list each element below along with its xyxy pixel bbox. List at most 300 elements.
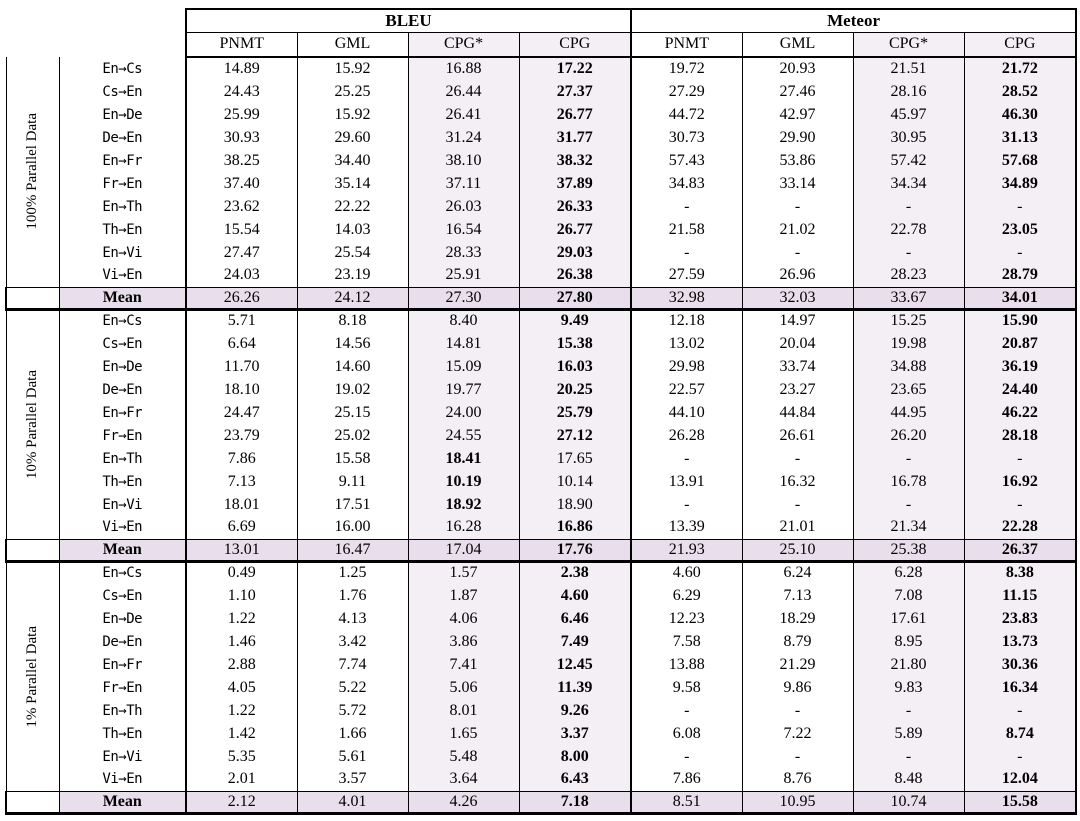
score-cell: 2.38 [519,561,631,584]
score-cell: 7.13 [186,470,297,493]
score-cell: 6.29 [631,584,742,607]
score-cell: 46.22 [964,401,1076,424]
table-row [6,264,1076,287]
score-cell: 10.74 [853,791,964,813]
score-cell: 24.03 [186,264,297,287]
score-cell: 25.54 [297,241,408,264]
score-cell: 32.03 [742,287,853,309]
pair-label: En→Fr [59,401,186,424]
table-row [6,355,1076,378]
pair-label: En→Vi [59,493,186,516]
score-cell: 7.58 [631,630,742,653]
score-cell: 14.81 [408,332,519,355]
score-cell: 1.57 [408,561,519,584]
score-cell: 27.30 [408,287,519,309]
score-cell: 29.90 [742,126,853,149]
table-row [6,745,1076,768]
score-cell: 34.34 [853,172,964,195]
score-cell: 13.02 [631,332,742,355]
mean-label: Mean [59,791,186,813]
table-row [6,607,1076,630]
score-cell: 6.08 [631,722,742,745]
score-cell: 28.18 [964,424,1076,447]
score-cell: 8.38 [964,561,1076,584]
score-cell: 28.79 [964,264,1076,287]
score-cell: 30.95 [853,126,964,149]
score-cell: 13.73 [964,630,1076,653]
score-cell: 26.38 [519,264,631,287]
table-row [6,218,1076,241]
score-cell: 11.15 [964,584,1076,607]
pair-label: Th→En [59,470,186,493]
score-cell: 33.67 [853,287,964,309]
score-cell: 7.86 [631,768,742,791]
metric-group-bleu: BLEU [186,9,631,32]
results-table [5,8,1077,815]
score-cell: 22.57 [631,378,742,401]
score-cell: 37.89 [519,172,631,195]
pair-label: En→De [59,103,186,126]
score-cell: 5.06 [408,676,519,699]
score-cell: 13.88 [631,653,742,676]
mean-label: Mean [59,287,186,309]
score-cell: 1.46 [186,630,297,653]
score-cell: - [853,241,964,264]
score-cell: - [964,493,1076,516]
score-cell: 1.87 [408,584,519,607]
score-cell: 11.39 [519,676,631,699]
score-cell: 12.45 [519,653,631,676]
score-cell: 29.60 [297,126,408,149]
score-cell: 1.22 [186,607,297,630]
score-cell: 17.22 [519,57,631,80]
score-cell: 19.72 [631,57,742,80]
score-cell: 16.32 [742,470,853,493]
score-cell: 1.22 [186,699,297,722]
score-cell: 8.79 [742,630,853,653]
score-cell: - [853,699,964,722]
pair-label: En→Th [59,699,186,722]
score-cell: 14.97 [742,309,853,332]
score-cell: 26.61 [742,424,853,447]
score-cell: 20.87 [964,332,1076,355]
score-cell: 7.22 [742,722,853,745]
table-row [6,516,1076,539]
score-cell: 29.03 [519,241,631,264]
table-row [6,378,1076,401]
score-cell: 6.24 [742,561,853,584]
score-cell: - [964,241,1076,264]
score-cell: - [631,745,742,768]
score-cell: 9.86 [742,676,853,699]
score-cell: 4.05 [186,676,297,699]
score-cell: 7.49 [519,630,631,653]
score-cell: 44.10 [631,401,742,424]
score-cell: 8.76 [742,768,853,791]
score-cell: - [853,493,964,516]
method-header-pnmt-meteor: PNMT [631,32,742,57]
score-cell: 38.25 [186,149,297,172]
score-cell: 7.74 [297,653,408,676]
score-cell: 23.05 [964,218,1076,241]
score-cell: 4.26 [408,791,519,813]
score-cell: 17.51 [297,493,408,516]
score-cell: 38.10 [408,149,519,172]
score-cell: 15.58 [297,447,408,470]
method-header-gml-bleu: GML [297,32,408,57]
method-header-pnmt-bleu: PNMT [186,32,297,57]
score-cell: 8.00 [519,745,631,768]
score-cell: 30.93 [186,126,297,149]
pair-label: De→En [59,630,186,653]
score-cell: 17.04 [408,539,519,561]
pair-label: Cs→En [59,80,186,103]
score-cell: 22.28 [964,516,1076,539]
score-cell: 6.28 [853,561,964,584]
table-row [6,584,1076,607]
score-cell: 26.77 [519,218,631,241]
score-cell: - [742,195,853,218]
table-row [6,195,1076,218]
score-cell: - [631,493,742,516]
score-cell: 16.28 [408,516,519,539]
score-cell: 5.71 [186,309,297,332]
score-cell: 9.58 [631,676,742,699]
pair-label: En→Th [59,195,186,218]
score-cell: 5.22 [297,676,408,699]
score-cell: - [631,195,742,218]
score-cell: 18.29 [742,607,853,630]
score-cell: 13.01 [186,539,297,561]
table-row [6,103,1076,126]
score-cell: 18.90 [519,493,631,516]
score-cell: 28.52 [964,80,1076,103]
table-row [6,470,1076,493]
mean-row [6,287,1076,309]
pair-label: Th→En [59,722,186,745]
score-cell: 15.90 [964,309,1076,332]
score-cell: 18.01 [186,493,297,516]
score-cell: 21.93 [631,539,742,561]
score-cell: 8.51 [631,791,742,813]
mean-row-spacer [6,539,59,561]
score-cell: 28.16 [853,80,964,103]
mean-row-spacer [6,791,59,813]
score-cell: 21.80 [853,653,964,676]
score-cell: 20.04 [742,332,853,355]
score-cell: 8.01 [408,699,519,722]
row-group-label [6,309,59,539]
score-cell: 17.65 [519,447,631,470]
score-cell: 21.51 [853,57,964,80]
score-cell: 23.27 [742,378,853,401]
score-cell: 15.38 [519,332,631,355]
score-cell: 25.38 [853,539,964,561]
row-group-label [6,561,59,791]
score-cell: 16.47 [297,539,408,561]
score-cell: 16.88 [408,57,519,80]
table-row [6,57,1076,80]
score-cell: 16.78 [853,470,964,493]
score-cell: 25.10 [742,539,853,561]
score-cell: 31.24 [408,126,519,149]
table-row [6,653,1076,676]
score-cell: 25.02 [297,424,408,447]
score-cell: 24.43 [186,80,297,103]
score-cell: 20.25 [519,378,631,401]
table-row [6,699,1076,722]
score-cell: - [742,241,853,264]
score-cell: 27.12 [519,424,631,447]
score-cell: - [853,745,964,768]
method-header-cpgstar-meteor: CPG* [853,32,964,57]
score-cell: 1.25 [297,561,408,584]
score-cell: 28.23 [853,264,964,287]
score-cell: 44.95 [853,401,964,424]
score-cell: 7.18 [519,791,631,813]
score-cell: 5.48 [408,745,519,768]
score-cell: 2.12 [186,791,297,813]
score-cell: 31.13 [964,126,1076,149]
pair-label: En→Fr [59,653,186,676]
score-cell: 9.26 [519,699,631,722]
score-cell: 14.89 [186,57,297,80]
score-cell: - [631,447,742,470]
score-cell: 25.99 [186,103,297,126]
score-cell: 18.92 [408,493,519,516]
score-cell: 3.37 [519,722,631,745]
score-cell: 4.01 [297,791,408,813]
score-cell: 25.91 [408,264,519,287]
score-cell: 23.83 [964,607,1076,630]
pair-label: En→Fr [59,149,186,172]
score-cell: 1.10 [186,584,297,607]
score-cell: 23.62 [186,195,297,218]
score-cell: 15.58 [964,791,1076,813]
score-cell: 26.96 [742,264,853,287]
score-cell: 18.41 [408,447,519,470]
pair-label: En→Cs [59,309,186,332]
row-group-label-text: 100% Parallel Data [23,113,40,231]
score-cell: 30.36 [964,653,1076,676]
score-cell: 6.69 [186,516,297,539]
table-row [6,401,1076,424]
score-cell: 34.89 [964,172,1076,195]
score-cell: 10.95 [742,791,853,813]
score-cell: 25.25 [297,80,408,103]
score-cell: 10.14 [519,470,631,493]
metric-group-row [6,9,1076,32]
mean-row [6,539,1076,561]
score-cell: 37.40 [186,172,297,195]
method-header-cpgstar-bleu: CPG* [408,32,519,57]
score-cell: - [742,745,853,768]
pair-label: En→Cs [59,561,186,584]
table-row [6,493,1076,516]
method-header-cpg-bleu: CPG [519,32,631,57]
mean-row-spacer [6,287,59,309]
score-cell: 35.14 [297,172,408,195]
score-cell: 20.93 [742,57,853,80]
score-cell: - [742,699,853,722]
score-cell: 12.23 [631,607,742,630]
score-cell: 5.72 [297,699,408,722]
score-cell: 23.19 [297,264,408,287]
score-cell: 3.57 [297,768,408,791]
score-cell: 16.00 [297,516,408,539]
score-cell: 8.74 [964,722,1076,745]
score-cell: 4.60 [631,561,742,584]
table-row [6,126,1076,149]
score-cell: 53.86 [742,149,853,172]
score-cell: 12.18 [631,309,742,332]
score-cell: 8.48 [853,768,964,791]
row-group-label-text: 1% Parallel Data [23,625,40,728]
score-cell: 15.92 [297,57,408,80]
score-cell: 14.56 [297,332,408,355]
score-cell: 24.47 [186,401,297,424]
score-cell: 9.83 [853,676,964,699]
pair-label: En→De [59,355,186,378]
score-cell: 4.13 [297,607,408,630]
table-row [6,676,1076,699]
method-header-cpg-meteor: CPG [964,32,1076,57]
score-cell: 11.70 [186,355,297,378]
score-cell: 26.26 [186,287,297,309]
score-cell: 19.98 [853,332,964,355]
pair-label: Fr→En [59,676,186,699]
row-group-label [6,57,59,287]
score-cell: 21.01 [742,516,853,539]
table-row [6,447,1076,470]
score-cell: 5.61 [297,745,408,768]
score-cell: 21.34 [853,516,964,539]
score-cell: 9.11 [297,470,408,493]
score-cell: 36.19 [964,355,1076,378]
score-cell: 27.37 [519,80,631,103]
score-cell: 18.10 [186,378,297,401]
pair-label: Cs→En [59,332,186,355]
score-cell: 22.78 [853,218,964,241]
mean-row [6,791,1076,813]
score-cell: 6.46 [519,607,631,630]
score-cell: 27.80 [519,287,631,309]
score-cell: 26.33 [519,195,631,218]
score-cell: 26.44 [408,80,519,103]
score-cell: 3.64 [408,768,519,791]
score-cell: - [742,447,853,470]
score-cell: 7.86 [186,447,297,470]
score-cell: 27.47 [186,241,297,264]
score-cell: 4.06 [408,607,519,630]
score-cell: 21.29 [742,653,853,676]
corner-spacer [6,9,186,57]
score-cell: 7.41 [408,653,519,676]
score-cell: 27.59 [631,264,742,287]
table-row [6,309,1076,332]
score-cell: 21.58 [631,218,742,241]
score-cell: 14.60 [297,355,408,378]
table-row [6,172,1076,195]
score-cell: 15.25 [853,309,964,332]
score-cell: 16.34 [964,676,1076,699]
score-cell: 5.89 [853,722,964,745]
score-cell: 16.03 [519,355,631,378]
score-cell: 10.19 [408,470,519,493]
score-cell: 6.64 [186,332,297,355]
pair-label: En→Vi [59,241,186,264]
score-cell: 24.12 [297,287,408,309]
score-cell: 25.15 [297,401,408,424]
score-cell: 21.02 [742,218,853,241]
pair-label: Th→En [59,218,186,241]
score-cell: 6.43 [519,768,631,791]
score-cell: - [631,699,742,722]
score-cell: - [964,745,1076,768]
score-cell: 34.01 [964,287,1076,309]
pair-label: Vi→En [59,516,186,539]
score-cell: 1.65 [408,722,519,745]
score-cell: 57.68 [964,149,1076,172]
score-cell: 28.33 [408,241,519,264]
score-cell: 1.42 [186,722,297,745]
score-cell: 13.39 [631,516,742,539]
score-cell: 7.08 [853,584,964,607]
score-cell: - [631,241,742,264]
score-cell: 4.60 [519,584,631,607]
score-cell: 8.18 [297,309,408,332]
pair-label: En→Th [59,447,186,470]
score-cell: 26.03 [408,195,519,218]
score-cell: 24.55 [408,424,519,447]
table-row [6,768,1076,791]
row-group-label-text: 10% Parallel Data [23,369,40,480]
score-cell: 26.28 [631,424,742,447]
score-cell: 26.77 [519,103,631,126]
score-cell: 15.54 [186,218,297,241]
score-cell: 2.01 [186,768,297,791]
table-row [6,332,1076,355]
score-cell: 16.54 [408,218,519,241]
score-cell: 19.77 [408,378,519,401]
pair-label: De→En [59,378,186,401]
pair-label: Vi→En [59,264,186,287]
score-cell: 44.72 [631,103,742,126]
score-cell: 34.40 [297,149,408,172]
score-cell: - [964,699,1076,722]
score-cell: 5.35 [186,745,297,768]
score-cell: 26.37 [964,539,1076,561]
score-cell: 12.04 [964,768,1076,791]
table-row [6,561,1076,584]
score-cell: 57.42 [853,149,964,172]
score-cell: 38.32 [519,149,631,172]
score-cell: 27.46 [742,80,853,103]
score-cell: - [742,493,853,516]
score-cell: 34.88 [853,355,964,378]
score-cell: 8.95 [853,630,964,653]
table-row [6,80,1076,103]
score-cell: - [853,195,964,218]
score-cell: 26.41 [408,103,519,126]
score-cell: 34.83 [631,172,742,195]
score-cell: 9.49 [519,309,631,332]
score-cell: 3.42 [297,630,408,653]
score-cell: 23.65 [853,378,964,401]
score-cell: 14.03 [297,218,408,241]
pair-label: En→Cs [59,57,186,80]
score-cell: 33.14 [742,172,853,195]
